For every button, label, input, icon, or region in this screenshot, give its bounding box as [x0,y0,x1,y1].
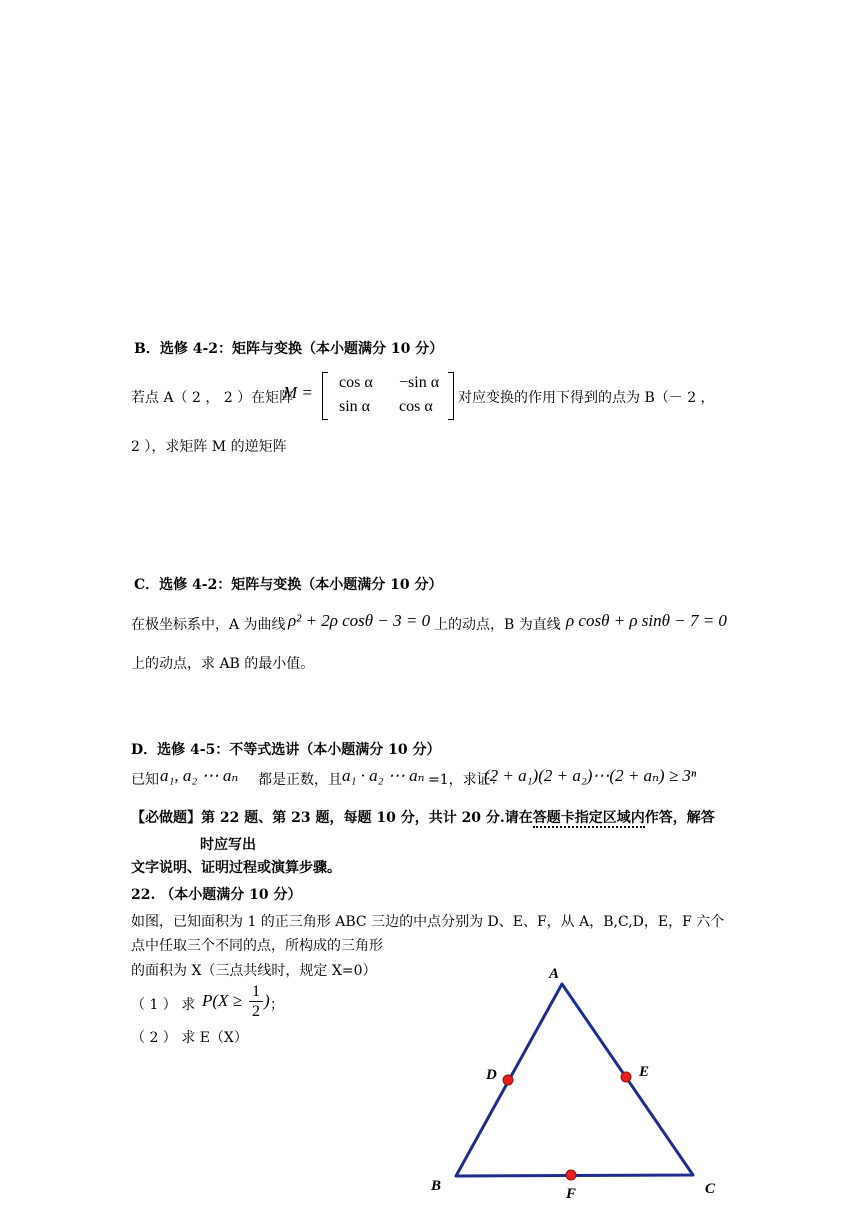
q22-text-3: 的面积为 X（三点共线时，规定 X=0） [131,963,377,979]
rotation-matrix [322,372,454,420]
point-e [621,1072,631,1082]
q22-sub1-close: ) [264,991,270,1010]
section-c-heading: C．选修 4-2：矩阵与变换（本小题满分 10 分） [134,577,443,593]
required-note-part1: 【必做题】第 22 题、第 23 题，每题 10 分，共计 20 分.请在 [131,810,533,826]
q22-text-1: 如图，已知面积为 1 的正三角形 ABC 三边的中点分别为 D、E、F，从 A，B,C,D，E，F 六个 [131,914,725,930]
section-d-heading: D．选修 4-5：不等式选讲（本小题满分 10 分） [131,742,441,758]
fraction-denominator: 2 [252,1003,260,1020]
matrix-lhs: M = [283,383,313,402]
label-b: B [431,1178,442,1194]
q22-sub1-label: （ 1 ） 求 [131,997,196,1013]
label-d: D [486,1067,497,1083]
q22-text-2: 点中任取三个不同的点，所构成的三角形 [131,938,383,954]
section-d-text-3: =1，求证： [428,772,505,788]
inequality-expr: (2 + a₁)(2 + a₂)⋯(2 + aₙ) ≥ 3ⁿ [484,766,697,785]
q22-sub1-expr: P(X ≥ [202,991,243,1010]
section-b-text-3: 2 ），求矩阵 M 的逆矩阵 [131,439,287,455]
required-note-emphasis: 答题卡指定区域内 [532,810,645,826]
section-d-text-2: 都是正数，且 [258,772,342,788]
fraction-bar [249,1001,263,1002]
matrix-m22: cos α [399,398,433,415]
matrix-m21: sin α [339,398,371,415]
section-d-text-1: 已知 [131,772,159,788]
section-c-text-2: 上的动点，B 为直线 [434,617,561,633]
q22-heading: 22. （本小题满分 10 分） [131,887,302,903]
triangle-figure [420,960,740,1206]
required-note-line2: 时应写出 [200,837,256,853]
section-b-heading: B．选修 4-2：矩阵与变换（本小题满分 10 分） [134,341,444,357]
fraction-numerator: 1 [252,983,260,1000]
label-e: E [639,1064,650,1080]
label-a: A [549,966,560,982]
line-equation: ρ cosθ + ρ sinθ − 7 = 0 [566,611,727,630]
matrix-m11: cos α [339,374,373,391]
product-expr: a₁ · a₂ ⋯ aₙ [342,766,425,785]
section-c-text-3: 上的动点，求 AB 的最小值。 [131,656,315,672]
point-f [566,1170,576,1180]
section-b-text-1: 若点 A（ 2 ， 2 ）在矩阵 [131,390,294,406]
label-c: C [705,1181,716,1197]
required-note-line3: 文字说明、证明过程或演算步骤。 [131,860,341,876]
sequence-expr: a₁, a₂ ⋯ aₙ [160,766,239,785]
section-b-text-2: 对应变换的作用下得到的点为 B（－ 2 ， [458,390,715,406]
required-note [131,807,715,827]
q22-sub1-end: ； [270,997,284,1013]
label-f: F [566,1186,577,1202]
curve-equation: ρ² + 2ρ cosθ − 3 = 0 [288,611,431,630]
q22-sub2: （ 2 ） 求 E（X） [131,1030,248,1046]
section-c-text-1: 在极坐标系中，A 为曲线 [131,617,286,633]
required-note-part3: 作答，解答 [644,810,715,826]
matrix-m12: −sin α [399,374,440,391]
point-d [503,1075,513,1085]
